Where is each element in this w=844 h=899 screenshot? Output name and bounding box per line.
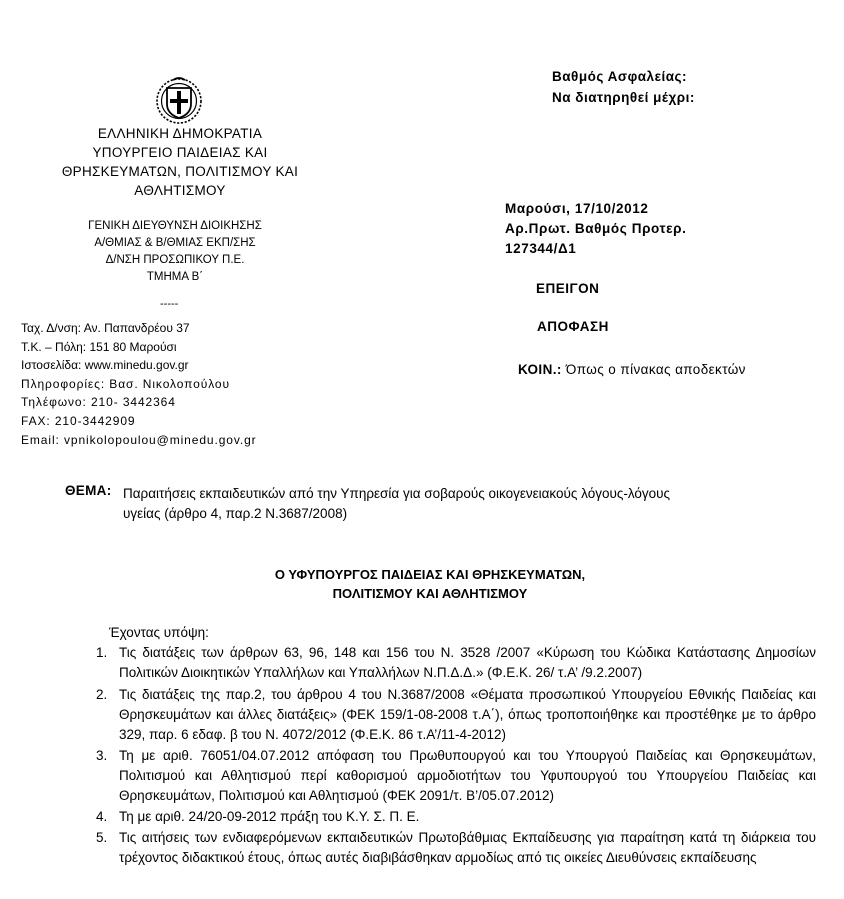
considering-label: Έχοντας υπόψη:: [109, 625, 209, 640]
ministry-header: [30, 124, 330, 200]
department-line: Δ/ΝΣΗ ΠΡΟΣΩΠΙΚΟΥ Π.Ε.: [105, 254, 245, 266]
department-line: Α/ΘΜΙΑΣ & Β/ΘΜΙΑΣ ΕΚΠ/ΣΗΣ: [94, 237, 256, 249]
header-line: ΑΘΛΗΤΙΣΜΟΥ: [134, 183, 226, 198]
minister-line: ΠΟΛΙΤΙΣΜΟΥ ΚΑΙ ΑΘΛΗΤΙΣΜΟΥ: [332, 586, 528, 601]
contact-phone: Τηλέφωνο: 210- 3442364: [21, 395, 176, 410]
koin-label: ΚΟΙΝ.:: [518, 362, 562, 377]
place-date: Μαρούσι, 17/10/2012: [505, 201, 649, 216]
koin-text: Όπως ο πίνακας αποδεκτών: [561, 362, 746, 377]
contact-city: Τ.Κ. – Πόλη: 151 80 Μαρούσι: [21, 339, 177, 354]
list-item-text: Τις αιτήσεις των ενδιαφερόμενων εκπαιδευτικών Πρωτοβάθμιας Εκπαίδευσης για παραίτηση κατά τη διάρκεια του τρέχοντος διδακτικού έτους, όπως αυτές διαβιβάσθηκαν αρμοδίως από τις οικείες Διευθύνσεις εκπαίδευσης: [119, 830, 816, 865]
protocol-number: 127344/Δ1: [505, 241, 577, 256]
security-level: Βαθμός Ασφαλείας:: [552, 69, 688, 84]
list-item-text: Τις διατάξεις των άρθρων 63, 96, 148 και 156 του Ν. 3528 /2007 «Κύρωση του Κώδικα Κατάστασης Δημοσίων Πολιτικών Διοικητικών Υπαλλήλων και Υπαλλήλων Ν.Π.Δ.Δ.» (Φ.Ε.Κ. 26/ τ.Α’ /9.2.2007): [119, 645, 816, 680]
contact-website: Ιστοσελίδα: www.minedu.gov.gr: [21, 358, 189, 373]
header-line: ΘΡΗΣΚΕΥΜΑΤΩΝ, ΠΟΛΙΤΙΣΜΟΥ ΚΑΙ: [61, 164, 299, 179]
security-block: [552, 66, 695, 108]
list-item: [96, 828, 816, 868]
list-item-text: Τις διατάξεις της παρ.2, του άρθρου 4 του Ν.3687/2008 «Θέματα προσωπικού Υπουργείου Εθνικής Παιδείας και Θρησκευμάτων και άλλες διατάξεις» (ΦΕΚ 159/1-08-2008 τ.Α΄), όπως τροποποιήθηκε και προστέθηκε με το άρθρο 329, παρ. 6 εδαφ. β του Ν. 4072/2012 (Φ.Ε.Κ. 86 τ.Α’/11-4-2012): [119, 687, 816, 742]
minister-heading: [230, 565, 630, 603]
list-item-number: 1.: [96, 645, 108, 660]
subject-line: Παραιτήσεις εκπαιδευτικών από την Υπηρεσία για σοβαρούς οικογενειακούς λόγους-λόγους: [123, 486, 671, 501]
department-header: [50, 218, 300, 286]
contact-fax: FAX: 210-3442909: [21, 413, 136, 428]
greek-coat-of-arms-icon: [153, 74, 205, 126]
protocol-label: Αρ.Πρωτ. Βαθμός Προτερ.: [505, 221, 687, 236]
list-item: [96, 685, 816, 745]
urgency-label: ΕΠΕΙΓΟΝ: [536, 281, 600, 296]
minister-line: Ο ΥΦΥΠΟΥΡΓΟΣ ΠΑΙΔΕΙΑΣ ΚΑΙ ΘΡΗΣΚΕΥΜΑΤΩΝ,: [274, 567, 586, 582]
list-item-text: Τη με αριθ. 76051/04.07.2012 απόφαση του Πρωθυπουργού και του Υπουργού Παιδείας και Θρησκευμάτων, Πολιτισμού και Αθλητισμού περί καθορισμού αρμοδιοτήτων του Υφυπουργού του Υπουργείου Παιδείας και Θρησκευμάτων, Πολιτισμού και Αθλητισμού (ΦΕΚ 2091/τ. Β’/05.07.2012): [119, 748, 816, 803]
contact-block: [21, 319, 257, 449]
separator: -----: [160, 298, 179, 310]
contact-email: Email: vpnikolopoulou@minedu.gov.gr: [21, 432, 257, 447]
contact-info: Πληροφορίες: Βασ. Νικολοπούλου: [21, 376, 230, 391]
subject-label: ΘΕΜΑ:: [65, 483, 112, 498]
header-line: ΕΛΛΗΝΙΚΗ ΔΗΜΟΚΡΑΤΙΑ: [97, 126, 263, 141]
list-item-number: 4.: [96, 809, 108, 824]
document-type: ΑΠΟΦΑΣΗ: [537, 319, 609, 334]
department-line: ΤΜΗΜΑ Β΄: [146, 271, 204, 283]
list-item: [96, 807, 816, 827]
subject-line: υγείας (άρθρο 4, παρ.2 Ν.3687/2008): [123, 506, 348, 521]
contact-address: Ταχ. Δ/νση: Αν. Παπανδρέου 37: [21, 321, 190, 335]
koin-line: [518, 362, 746, 377]
place-date-block: [505, 199, 686, 259]
list-item-number: 2.: [96, 687, 108, 702]
list-item-text: Τη με αριθ. 24/20-09-2012 πράξη του Κ.Υ. Σ. Π. Ε.: [119, 809, 420, 824]
list-item: [96, 746, 816, 806]
list-item: [96, 643, 816, 683]
list-item-number: 5.: [96, 830, 108, 845]
subject-text: [123, 484, 803, 524]
department-line: ΓΕΝΙΚΗ ΔΙΕΥΘΥΝΣΗ ΔΙΟΙΚΗΣΗΣ: [88, 220, 262, 232]
header-line: ΥΠΟΥΡΓΕΙΟ ΠΑΙΔΕΙΑΣ ΚΑΙ: [92, 145, 268, 160]
list-item-number: 3.: [96, 748, 108, 763]
security-keep-until: Να διατηρηθεί μέχρι:: [552, 90, 695, 105]
